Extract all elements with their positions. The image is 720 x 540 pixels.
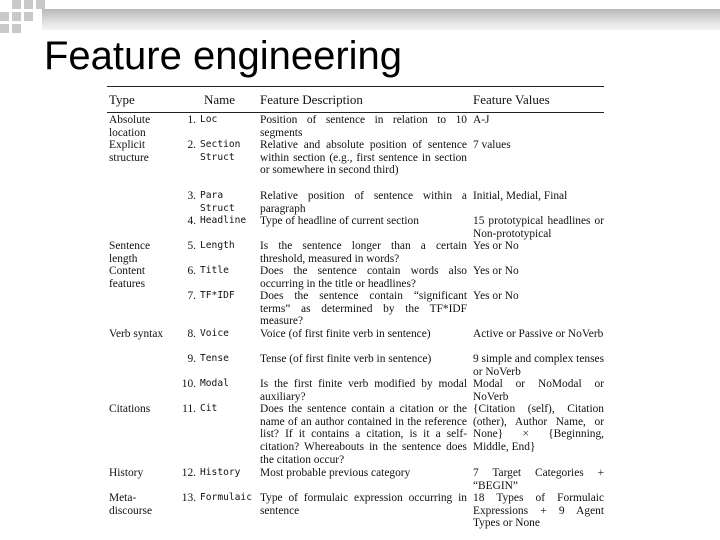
feature-number: 1. [187,114,196,126]
cell-name [174,289,258,328]
cell-name [174,327,258,352]
table-body [107,113,604,529]
header-description: Feature Description [260,91,363,107]
cell-name [174,466,258,492]
table-header-row [107,87,604,112]
feature-name: TF*IDF [200,290,235,301]
cell-description: Does the sentence contain words also occurring in the title or headlines? [260,265,467,290]
cell-type [107,189,174,215]
cell-description: Is the first finite verb modified by modal auxiliary? [260,378,467,403]
cell-description: Is the sentence longer than a certain threshold, measured in words? [260,240,467,265]
cell-type: Sentence length [109,240,151,265]
cell-values: 18 Types of Formulaic Expressions + 9 Agent Types or None [473,492,604,530]
cell-description: Relative position of sentence within a paragraph [260,190,467,215]
feature-name: Modal [200,378,229,389]
cell-name [174,239,258,265]
cell-description: Does the sentence contain a citation or the name of an author contained in the reference list? If it contains a citation, is it a self-citation? Whereabouts in the sentence does the citation occur? [260,403,467,466]
header-type: Type [109,91,135,107]
table-row [107,352,604,377]
feature-number: 5. [187,240,196,252]
feature-name: Tense [200,353,229,364]
cell-name [174,214,258,240]
feature-number: 13. [181,492,196,504]
cell-description: Relative and absolute position of sentence within section (e.g., first sentence in section or somewhere in second third) [260,139,467,177]
cell-description: Tense (of first finite verb in sentence) [260,353,432,365]
cell-values: Yes or No [473,290,519,302]
cell-description: Most probable previous category [260,467,411,479]
cell-name [174,189,258,215]
table-row [107,289,604,327]
cell-values: Yes or No [473,240,519,252]
cell-values: Yes or No [473,265,519,277]
table-row [107,327,604,352]
feature-name: Para Struct [200,190,235,214]
cell-description: Voice (of first finite verb in sentence) [260,328,431,340]
cell-values: 15 prototypical headlines or Non-prototypical [473,215,604,240]
cell-type: Meta-discourse [109,492,153,517]
cell-values: 7 Target Categories + “BEGIN” [473,467,604,492]
cell-description: Type of headline of current section [260,215,419,227]
feature-number: 10. [181,378,196,390]
table-row [107,189,604,214]
feature-name: Headline [200,215,247,226]
feature-name: Section Struct [200,139,241,163]
cell-type: History [109,467,144,479]
feature-name: Voice [200,328,229,339]
feature-table [107,86,604,529]
table-row [107,402,604,466]
header-name: Name [204,91,236,107]
cell-values: Initial, Medial, Final [473,190,568,202]
cell-type [107,377,174,403]
cell-type: Content features [109,265,146,290]
cell-description: Position of sentence in relation to 10 segments [260,114,467,139]
cell-values: 7 values [473,139,511,151]
table-row [107,214,604,239]
cell-values: {Citation (self), Citation (other), Author Name, or None} × {Beginning, Middle, End} [473,403,604,454]
feature-number: 7. [187,290,196,302]
feature-name: Formulaic [200,492,252,503]
cell-values: Active or Passive or NoVerb [473,328,604,340]
header-values: Feature Values [473,91,550,107]
table-row [107,264,604,289]
cell-name [174,138,258,189]
feature-number: 11. [182,403,196,415]
cell-name [174,113,258,139]
table-row [107,466,604,491]
cell-type [107,214,174,240]
feature-name: Length [200,240,235,251]
cell-name [174,402,258,467]
cell-description: Type of formulaic expression occurring in sentence [260,492,467,517]
cell-values: Modal or NoModal or NoVerb [473,378,604,403]
cell-name [174,352,258,378]
cell-values: 9 simple and complex tenses or NoVerb [473,353,604,378]
feature-name: Loc [200,114,218,125]
cell-values: A-J [473,114,490,126]
feature-name: History [200,467,241,478]
feature-number: 9. [187,353,196,365]
cell-type: Verb syntax [109,328,164,340]
cell-type [107,352,174,378]
feature-number: 4. [187,215,196,227]
cell-type: Explicit structure [109,139,149,164]
table-row [107,377,604,402]
cell-name [174,491,258,530]
feature-name: Title [200,265,229,276]
feature-number: 6. [187,265,196,277]
table-row [107,491,604,529]
cell-type: Citations [109,403,151,415]
table-row [107,138,604,189]
title-bar-gradient [42,9,720,30]
cell-type [107,289,174,328]
feature-number: 12. [181,467,196,479]
cell-type: Absolute location [109,114,151,139]
cell-description: Does the sentence contain “significant terms” as determined by the TF*IDF measure? [260,290,467,328]
feature-name: Cit [200,403,218,414]
cell-name [174,377,258,403]
table-row [107,113,604,138]
table-row [107,239,604,264]
cell-name [174,264,258,290]
feature-number: 8. [187,328,196,340]
feature-number: 3. [187,190,196,202]
feature-number: 2. [187,139,196,151]
slide-title: Feature engineering [44,34,403,78]
